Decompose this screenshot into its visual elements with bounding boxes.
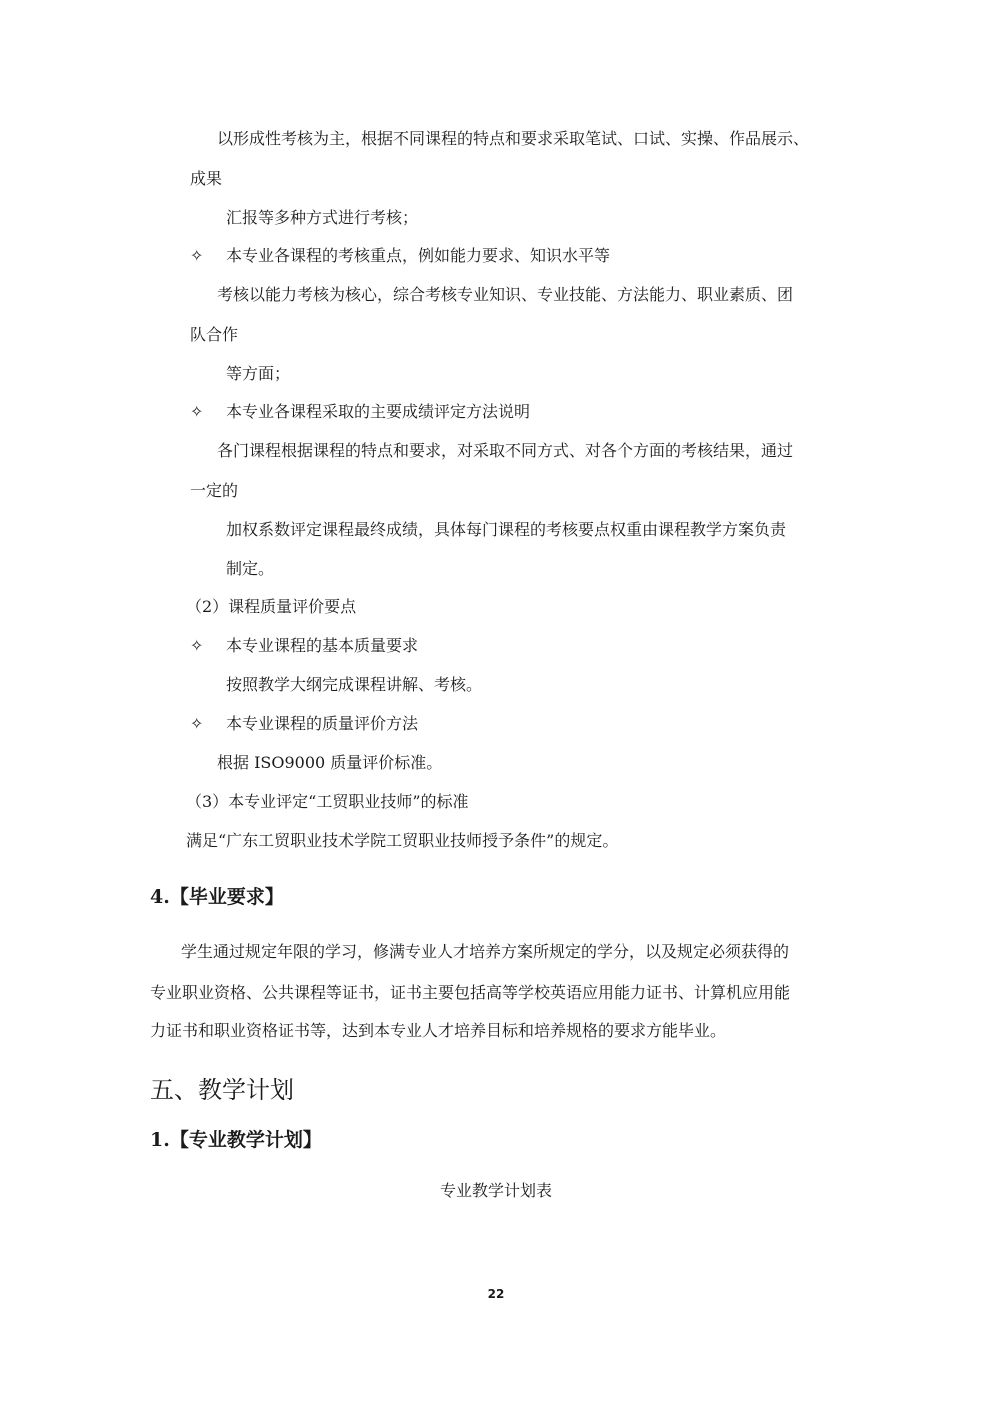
body-line: 考核以能力考核为核心，综合考核专业知识、专业技能、方法能力、职业素质、团 bbox=[217, 285, 794, 304]
graduation-heading: 4.【毕业要求】 bbox=[150, 886, 284, 908]
body-line: 制定。 bbox=[226, 559, 275, 578]
body-line: 按照教学大纲完成课程讲解、考核。 bbox=[226, 675, 483, 694]
body-line: 队合作 bbox=[190, 325, 239, 344]
bullet-item: 本专业各课程采取的主要成绩评定方法说明 bbox=[226, 402, 531, 421]
body-line: 成果 bbox=[190, 169, 223, 188]
graduation-paragraph-line: 专业职业资格、公共课程等证书，证书主要包括高等学校英语应用能力证书、计算机应用能 bbox=[150, 983, 791, 1002]
body-line: 满足“广东工贸职业技术学院工贸职业技师授予条件”的规定。 bbox=[186, 831, 619, 850]
sub-heading: （3）本专业评定“工贸职业技师”的标准 bbox=[186, 792, 469, 811]
bullet-item: 本专业课程的质量评价方法 bbox=[226, 714, 419, 733]
diamond-bullet-icon: ✧ bbox=[190, 636, 204, 655]
sub-heading: （2）课程质量评价要点 bbox=[186, 597, 357, 616]
diamond-bullet-icon: ✧ bbox=[190, 246, 204, 265]
page-number: 22 bbox=[487, 1287, 505, 1301]
body-line: 加权系数评定课程最终成绩，具体每门课程的考核要点权重由课程教学方案负责 bbox=[226, 520, 787, 539]
diamond-bullet-icon: ✧ bbox=[190, 402, 204, 421]
bullet-item: 本专业各课程的考核重点，例如能力要求、知识水平等 bbox=[226, 246, 611, 265]
diamond-bullet-icon: ✧ bbox=[190, 714, 204, 733]
section-title: 五、教学计划 bbox=[150, 1076, 294, 1104]
body-line: 根据 ISO9000 质量评价标准。 bbox=[217, 753, 443, 772]
body-line: 各门课程根据课程的特点和要求，对采取不同方式、对各个方面的考核结果，通过 bbox=[217, 441, 794, 460]
teaching-plan-heading: 1.【专业教学计划】 bbox=[150, 1129, 322, 1151]
body-line: 一定的 bbox=[190, 481, 239, 500]
bullet-item: 本专业课程的基本质量要求 bbox=[226, 636, 419, 655]
body-line: 汇报等多种方式进行考核； bbox=[226, 208, 419, 227]
table-caption: 专业教学计划表 bbox=[439, 1181, 552, 1200]
body-line: 等方面； bbox=[226, 364, 291, 383]
graduation-paragraph-line: 力证书和职业资格证书等，达到本专业人才培养目标和培养规格的要求方能毕业。 bbox=[150, 1021, 727, 1040]
body-line: 以形成性考核为主，根据不同课程的特点和要求采取笔试、口试、实操、作品展示、 bbox=[217, 129, 810, 148]
graduation-paragraph-line: 学生通过规定年限的学习，修满专业人才培养方案所规定的学分，以及规定必须获得的 bbox=[181, 942, 790, 961]
